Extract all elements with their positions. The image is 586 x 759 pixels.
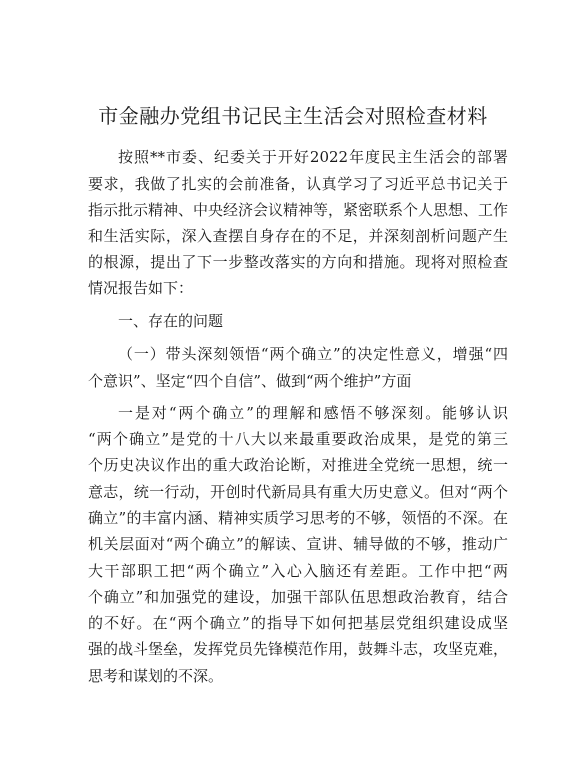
body-line-11: 思考和谋划的不深。 <box>88 667 224 685</box>
subsection-line-1: （一）带头深刻领悟“两个确立”的决定性意义，增强“四 <box>118 345 508 363</box>
body-line-8: 个确立”和加强党的建设，加强干部队伍思想政治教育，结合 <box>88 588 508 606</box>
intro-line-5: 的根源，提出了下一步整改落实的方向和措施。现将对照检查 <box>88 253 508 271</box>
intro-line-2: 要求，我做了扎实的会前准备，认真学习了习近平总书记关于 <box>88 175 508 193</box>
intro-line-4: 和生活实际，深入查摆自身存在的不足，并深刻剖析问题产生 <box>88 227 508 245</box>
body-line-6: 机关层面对“两个确立”的解读、宣讲、辅导做的不够，推动广 <box>88 535 508 553</box>
body-line-9: 的不好。在“两个确立”的指导下如何把基层党组织建设成坚 <box>88 614 508 632</box>
section-heading: 一、存在的问题 <box>118 312 224 330</box>
subsection-line-2: 个意识”、坚定“四个自信”、做到“两个维护”方面 <box>88 372 412 390</box>
intro-line-6: 情况报告如下： <box>88 279 194 297</box>
body-line-1: 一是对“两个确立”的理解和感悟不够深刻。能够认识 <box>118 404 508 422</box>
body-line-2: “两个确立”是党的十八大以来最重要政治成果，是党的第三 <box>88 430 508 448</box>
body-line-3: 个历史决议作出的重大政治论断，对推进全党统一思想，统一 <box>88 456 508 474</box>
document-title: 市金融办党组书记民主生活会对照检查材料 <box>98 104 488 128</box>
body-line-4: 意志，统一行动，开创时代新局具有重大历史意义。但对“两个 <box>88 483 508 501</box>
body-line-5: 确立”的丰富内涵、精神实质学习思考的不够，领悟的不深。在 <box>88 509 508 527</box>
body-line-10: 强的战斗堡垒，发挥党员先锋模范作用，鼓舞斗志，攻坚克难， <box>88 640 508 658</box>
intro-line-1: 按照**市委、纪委关于开好2022年度民主生活会的部署 <box>118 148 508 166</box>
body-line-7: 大干部职工把“两个确立”入心入脑还有差距。工作中把“两 <box>88 562 508 580</box>
intro-line-3: 指示批示精神、中央经济会议精神等，紧密联系个人思想、工作 <box>88 201 508 219</box>
